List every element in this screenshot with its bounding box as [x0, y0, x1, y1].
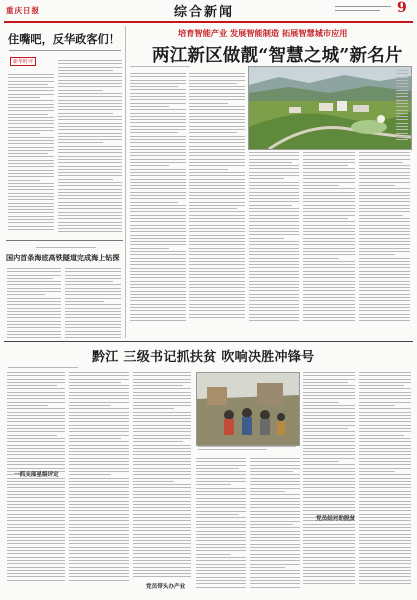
bottom-text-col7 — [359, 372, 411, 598]
masthead-logo: 重庆日报 — [6, 6, 40, 15]
left-headline: 住嘴吧，反华政客们！ — [8, 32, 120, 46]
bottom-story-rule — [4, 341, 413, 342]
subhead-3: 党员结对助脱贫 — [316, 516, 356, 522]
aerial-city-photo — [248, 66, 412, 150]
bottom-byline — [8, 367, 78, 371]
left-story2-kicker — [36, 247, 96, 251]
commentary-tag: 新华时评 — [10, 57, 36, 66]
bottom-text-col3 — [133, 372, 191, 598]
subhead-1: 一抓支部星级评定 — [14, 472, 59, 478]
main-text-col4 — [303, 152, 355, 330]
left-column-divider — [125, 26, 126, 338]
bottom-headline: 黔江 三级书记抓扶贫 吹响决胜冲锋号 — [92, 350, 315, 365]
main-text-col2 — [189, 73, 245, 329]
left-divider — [6, 240, 123, 241]
left-story2-text-b — [65, 268, 121, 338]
masthead-rule — [4, 21, 413, 23]
bottom-text-col1 — [7, 372, 65, 598]
main-text-col1 — [130, 73, 186, 329]
section-title: 综合新闻 — [174, 5, 235, 20]
main-byline — [130, 66, 190, 70]
left-story2-headline: 国内首条海底高铁隧道完成海上钻探 — [6, 253, 120, 262]
main-kicker: 培育智能产业 发展智能制造 拓展智慧城市应用 — [178, 28, 348, 38]
bottom-text-col6 — [303, 372, 355, 598]
poverty-relief-photo — [196, 372, 300, 446]
photo-graphic — [197, 373, 299, 445]
bottom-text-col5 — [250, 458, 300, 598]
bottom-photo-caption — [198, 446, 296, 454]
aerial-photo-graphic — [249, 67, 411, 149]
page-number: 9 — [397, 0, 407, 16]
left-story2-text-a — [7, 268, 61, 338]
photo-caption — [396, 70, 408, 144]
bottom-text-col4 — [196, 458, 246, 598]
masthead-info-line — [335, 6, 391, 11]
subhead-2: 党员带头办产业 — [146, 584, 186, 590]
main-text-col3 — [249, 152, 299, 330]
left-text-a — [8, 74, 54, 234]
main-text-col5 — [359, 152, 410, 330]
bottom-text-col2 — [69, 372, 129, 598]
left-subtitle-line — [9, 50, 121, 51]
left-text-b — [58, 60, 122, 234]
main-headline: 两江新区做靓“智慧之城”新名片 — [152, 46, 403, 66]
